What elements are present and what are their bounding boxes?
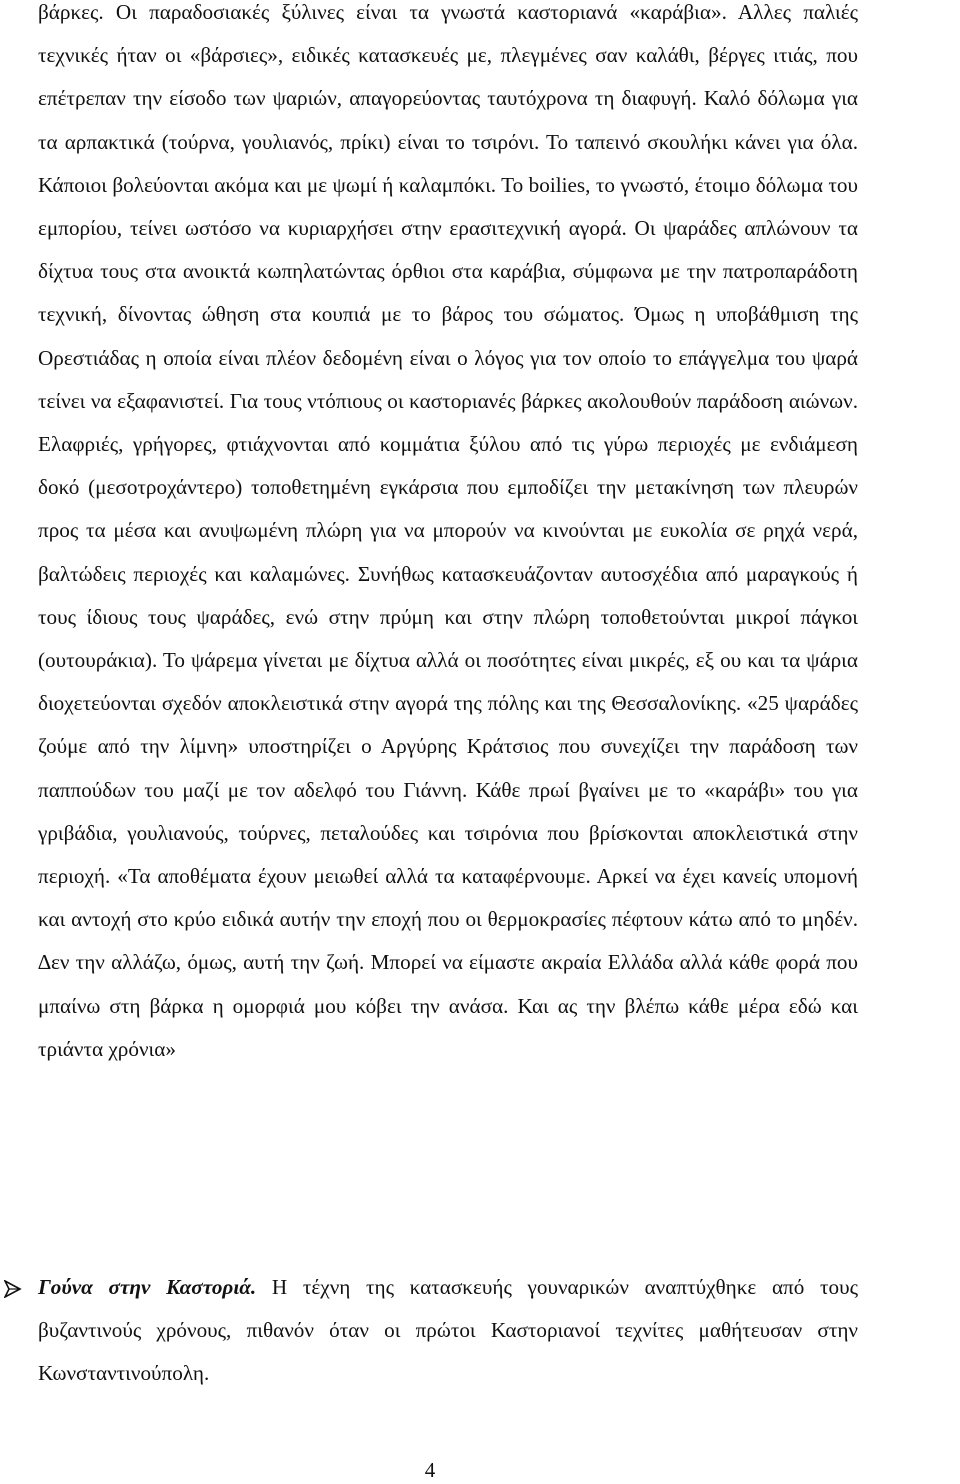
bullet-paragraph bbox=[38, 1266, 858, 1396]
arrowhead-bullet-icon bbox=[4, 1280, 22, 1298]
page-number: 4 bbox=[424, 1458, 436, 1482]
bullet-body-text: Η τέχνη της κατασκευής γουναρικών αναπτύχθηκε από τους βυζαντινούς χρόνους, πιθανόν όταν οι πρώτοι Καστοριανοί τεχνίτες μαθήτευσαν στην Κωνσταντινούπολη. bbox=[38, 1275, 858, 1386]
body-paragraph: βάρκες. Οι παραδοσιακές ξύλινες είναι τα γνωστά καστοριανά «καράβια». Αλλες παλιές τεχνικές ήταν οι «βάρσιες», ειδικές κατασκευές με, πλεγμένες σαν καλάθι, βέργες ιτιάς, που επέτρεπαν την είσοδο των ψαριών, απαγορεύοντας ταυτόχρονα τη διαφυγή. Καλό δόλωμα για τα αρπακτικά (τούρνα, γουλιανός, πρίκι) είναι το τσιρόνι. Το ταπεινό σκουλήκι κάνει για όλα. Κάποιοι βολεύονται ακόμα και με ψωμί ή καλαμπόκι. Το boilies, το γνωστό, έτοιμο δόλωμα του εμπορίου, τείνει ωστόσο να κυριαρχήσει στην ερασιτεχνική αγορά. Οι ψαράδες απλώνουν τα δίχτυα τους στα ανοικτά κωπηλατώντας όρθιοι στα καράβια, σύμφωνα με την πατροπαράδοτη τεχνική, δίνοντας ώθηση στα κουπιά με το βάρος του σώματος. Όμως η υποβάθμιση της Ορεστιάδας η οποία είναι πλέον δεδομένη είναι ο λόγος για τον οποίο το επάγγελμα του ψαρά τείνει να εξαφανιστεί. Για τους ντόπιους οι καστοριανές βάρκες ακολουθούν παράδοση αιώνων. Ελαφριές, γρήγορες, φτιάχνονται από κομμάτια ξύλου από τις γύρω περιοχές με ενδιάμεση δοκό (μεσοτροχάντερο) τοποθετημένη εγκάρσια που εμποδίζει την μετακίνηση των πλευρών προς τα μέσα και ανυψωμένη πλώρη για να μπορούν να κινούνται με ευκολία σε ρηχά νερά, βαλτώδεις περιοχές και καλαμώνες. Συνήθως κατασκευάζονταν αυτοσχέδια από μαραγκούς ή τους ίδιους τους ψαράδες, ενώ στην πρύμη και στην πλώρη τοποθετούνται μικροί πάγκοι (ουτουράκια). Το ψάρεμα γίνεται με δίχτυα αλλά οι ποσότητες είναι μικρές, εξ ου και τα ψάρια διοχετεύονται σχεδόν αποκλειστικά στην αγορά της πόλης και της Θεσσαλονίκης. «25 ψαράδες ζούμε από την λίμνη» υποστηρίζει ο Αργύρης Κράτσιος που συνεχίζει την παράδοση των παππούδων του μαζί με τον αδελφό του Γιάννη. Κάθε πρωί βγαίνει με το «καράβι» του για γριβάδια, γουλιανούς, τούρνες, πεταλούδες και τσιρόνια που βρίσκονται αποκλειστικά στην περιοχή. «Τα αποθέματα έχουν μειωθεί αλλά τα καταφέρνουμε. Αρκεί να έχει κανείς υπομονή και αντοχή στο κρύο ειδικά αυτήν την εποχή που οι θερμοκρασίες πέφτουν κάτω από το μηδέν. ∆εν την αλλάζω, όμως, αυτή την ζωή. Μπορεί να είμαστε ακραία Ελλάδα αλλά κάθε φορά που μπαίνω στη βάρκα η ομορφιά μου κόβει την ανάσα. Και ας την βλέπω κάθε μέρα εδώ και τριάντα χρόνια» bbox=[38, 0, 858, 1061]
bullet-heading: Γούνα στην Καστοριά. bbox=[38, 1275, 257, 1299]
